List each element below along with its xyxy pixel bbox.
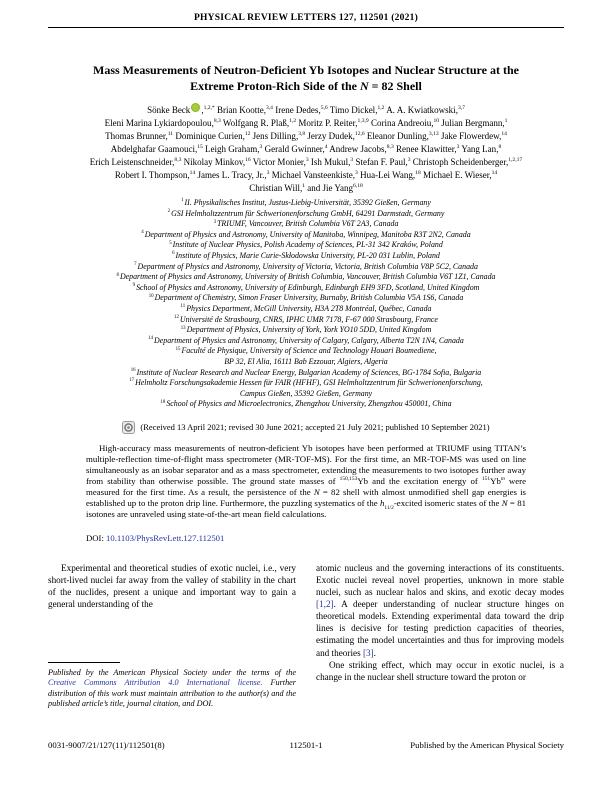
- orcid-id-icon[interactable]: [191, 103, 200, 112]
- author-name: Yang Lan: [461, 144, 497, 154]
- two-column-body: [48, 562, 564, 712]
- journal-header: PHYSICAL REVIEW LETTERS 127, 112501 (2021): [193, 13, 419, 23]
- affiliation-number: 6: [172, 251, 175, 257]
- author-affiliation-marks: 11: [167, 131, 174, 137]
- affiliation-number: 3: [213, 219, 216, 225]
- received-text: (Received 13 April 2021; revised 30 June 2021; accepted 21 July 2021; published 10 September 2021): [140, 422, 490, 433]
- author-affiliation-marks: 18: [415, 170, 421, 176]
- author-name: Timo Dickel: [329, 105, 376, 115]
- author-name: Jens Dilling: [252, 131, 296, 141]
- author-affiliation-marks: 14: [501, 131, 507, 137]
- affiliation-text: Helmholtz Forschungsakademie Hessen für FAIR (HFHF), GSI Helmholtzzentrum für Schwerionenforschung,: [135, 378, 483, 388]
- affiliation-item: [48, 389, 564, 400]
- affiliation-text: School of Physics and Microelectronics, Zhengzhou University, Zhengzhou 450001, China: [166, 399, 452, 409]
- text-segment: 11/2: [384, 504, 394, 511]
- page-number: 112501-1: [289, 740, 323, 750]
- author-affiliation-marks: 4: [324, 144, 328, 150]
- author-name: Moritz P. Reiter: [298, 118, 356, 128]
- page-footer: [48, 740, 564, 750]
- affiliation-number: 11: [180, 304, 186, 310]
- text-segment: m: [500, 475, 505, 482]
- author-name: Wolfgang R. Plaß: [222, 118, 287, 128]
- author-name: Stefan F. Paul: [355, 157, 406, 167]
- affiliation-item: [48, 219, 564, 230]
- abstract: [86, 443, 526, 520]
- footnote-rule: [48, 662, 120, 663]
- affiliation-item: [48, 198, 564, 209]
- ref-link-3[interactable]: [3]: [362, 647, 374, 658]
- affiliation-text: Department of Physics and Astronomy, University of Manitoba, Winnipeg, Manitoba R3T 2N2, Canada: [144, 229, 471, 239]
- author-affiliation-marks: 10: [433, 118, 440, 124]
- body-paragraph-right-2: [316, 659, 564, 683]
- doi-line: [86, 533, 564, 543]
- author-affiliation-marks: 1,2: [377, 105, 385, 111]
- affiliation-item: [48, 251, 564, 262]
- author-name: Andrew Jacobs: [329, 144, 385, 154]
- author-name: Jake Flowerdew: [440, 131, 500, 141]
- affiliation-number: 1: [181, 198, 184, 204]
- doi-label: DOI:: [86, 532, 107, 543]
- affiliation-text: Université de Strasbourg, CNRS, IPHC UMR 7178, F-67 000 Strasbourg, France: [179, 314, 438, 324]
- affiliation-text: Department of Physics and Astronomy, University of Victoria, Victoria, British Columbia V8P 5C2, Canada: [137, 261, 478, 271]
- author-affiliation-marks: 5,6: [320, 105, 328, 111]
- author-affiliation-marks: 1,2: [289, 118, 297, 124]
- author-affiliation-marks: 3,4: [265, 105, 273, 111]
- text-segment: = 82 shell with almost unmodified shell gap energies is established up to the proton drip line. Furthermore, the puzzling systematics of the: [86, 486, 526, 508]
- affiliation-item: [48, 240, 564, 251]
- author-name: Leigh Graham: [205, 144, 258, 154]
- author-affiliation-marks: 3: [305, 157, 309, 163]
- body-paragraph-left: [48, 562, 296, 610]
- author-name: Corina Andreoiu: [370, 118, 432, 128]
- affiliation-item: [48, 315, 564, 326]
- header-rule: [48, 27, 564, 28]
- author-name: Robert I. Thompson: [114, 170, 188, 180]
- affiliation-item: [48, 272, 564, 283]
- affiliation-text: Campus Gießen, 35392 Gießen, Germany: [239, 388, 373, 398]
- author-affiliation-marks: 3: [350, 157, 354, 163]
- article-title: [48, 63, 564, 94]
- author-name: A. A. Kwiatkowski: [386, 105, 456, 115]
- text-segment: N: [501, 497, 508, 508]
- author-affiliation-marks: 3: [266, 170, 270, 176]
- text-segment: 151: [481, 475, 491, 482]
- author-line: Christian Will,$^1$ and Jie Yang$^{6,18}$: [249, 183, 363, 193]
- text-segment: Published by the American Physical Society under the terms of the: [48, 667, 296, 677]
- affiliation-text: BP 32, El Alia, 16111 Bab Ezzouar, Algiers, Algeria: [224, 356, 388, 366]
- affiliation-text: Institute of Nuclear Research and Nuclear Energy, Bulgarian Academy of Sciences, BG-1784 Sofia, Bulgaria: [136, 367, 482, 377]
- affiliation-item: [48, 283, 564, 294]
- text-segment: h: [380, 497, 385, 508]
- author-line: Eleni Marina Lykiardopoulou,$^{8,3}$ Wolfgang R. Plaß,$^{1,2}$ Moritz P. Reiter,$^{1,3,9}$ Corina Andreoiu,$^{10}$ Julian Bergmann,$^1$: [104, 118, 508, 128]
- author-name: Gerald Gwinner: [264, 144, 323, 154]
- text-segment: High-accuracy mass measurements of neutron-deficient Yb isotopes have been performed at TRIUMF using TITAN’s multiple-reflection time-of-flight mass spectrometer (MR-TOF-MS). For the first time, an MR-TOF-MS was used on line simultaneously as an isobar separator and as a mass spectrometer, extending the measurements to two isotopes further away from stability than otherwise possible. The ground state masses of: [86, 442, 526, 486]
- affiliation-number: 4: [141, 230, 144, 236]
- author-affiliation-marks: 3: [456, 144, 460, 150]
- affiliation-list: [48, 198, 564, 410]
- author-name: Brian Kootte: [216, 105, 264, 115]
- author-affiliation-marks: 15: [197, 144, 203, 150]
- affiliation-item: [48, 262, 564, 273]
- affiliation-number: 15: [175, 346, 181, 352]
- affiliation-number: 12: [174, 314, 179, 320]
- author-affiliation-marks: 3,7: [457, 105, 465, 111]
- author-name: Hua-Lei Wang: [360, 170, 413, 180]
- author-affiliation-marks: 1: [504, 118, 508, 124]
- author-name: Dominique Curien: [175, 131, 243, 141]
- affiliation-item: [48, 399, 564, 410]
- author-name: and Jie Yang: [307, 183, 354, 193]
- affiliation-text: Department of Physics and Astronomy, University of Calgary, Calgary, Alberta T2N 1N4, Canada: [154, 335, 464, 345]
- body-paragraph-right-1: [316, 562, 564, 659]
- received-line: [48, 421, 564, 434]
- author-name: Christoph Scheidenberger: [412, 157, 506, 167]
- author-line: Abdelghafar Gaamouci,$^{15}$ Leigh Graham,$^3$ Gerald Gwinner,$^4$ Andrew Jacobs,$^{8,3}$ Renee Klawitter,$^3$ Yang Lan,$^8$: [110, 144, 502, 154]
- author-name: Renee Klawitter: [396, 144, 455, 154]
- text-segment: = 81 isotones are unraveled using state-of-the-art mean field calculations.: [86, 497, 526, 519]
- author-affiliation-marks: 3,8: [298, 131, 306, 137]
- author-name: Irene Dedes: [275, 105, 319, 115]
- right-column: [316, 562, 564, 712]
- article-title-line1: Mass Measurements of Neutron-Deficient Yb Isotopes and Nuclear Structure at the: [93, 63, 519, 77]
- affiliation-item: [48, 293, 564, 304]
- author-name: Eleni Marina Lykiardopoulou: [104, 118, 212, 128]
- affiliation-item: [48, 346, 564, 357]
- author-line: Thomas Brunner,$^{11}$ Dominique Curien,$^{12}$ Jens Dilling,$^{3,8}$ Jerzy Dudek,$^{12,6}$ Eleanor Dunling,$^{3,13}$ Jake Flowerdew,$^{14}$: [105, 131, 507, 141]
- affiliation-text: TRIUMF, Vancouver, British Columbia V6T 2A3, Canada: [217, 219, 399, 229]
- affiliation-text: Department of Physics and Astronomy, University of British Columbia, Vancouver, British Columbia V6T 1Z1, Canada: [119, 272, 496, 282]
- affiliation-text: Department of Chemistry, Simon Fraser University, Burnaby, British Columbia V5A 1S6, Canada: [154, 293, 464, 303]
- author-name: Erich Leistenschneider: [89, 157, 173, 167]
- author-affiliation-marks: 12: [244, 131, 251, 137]
- license-footnote: [48, 662, 296, 710]
- text-segment: Extreme Proton-Rich Side of the: [190, 78, 360, 93]
- affiliation-item: [48, 325, 564, 336]
- author-name: Sönke Beck: [147, 105, 191, 115]
- author-affiliation-marks: 14: [491, 170, 498, 176]
- author-name: Abdelghafar Gaamouci: [110, 144, 195, 154]
- footer-issn-code: 0031-9007/21/127(11)/112501(8): [48, 740, 165, 750]
- author-name: Julian Bergmann: [441, 118, 503, 128]
- affiliation-item: [48, 357, 564, 368]
- text-segment: = 82 Shell: [368, 78, 422, 93]
- affiliation-item: [48, 368, 564, 379]
- affiliation-text: Institute of Nuclear Physics, Polish Academy of Sciences, PL-31 342 Kraków, Poland: [172, 240, 443, 250]
- author-list: [48, 103, 564, 195]
- affiliation-item: [48, 378, 564, 389]
- text-segment: N: [360, 78, 369, 93]
- author-name: Thomas Brunner: [105, 131, 166, 141]
- cc-by-license-link[interactable]: Creative Commons Attribution 4.0 International license.: [48, 678, 263, 688]
- author-line: Sönke Beck ,$^{1,2,*}$ Brian Kootte,$^{3,4}$ Irene Dedes,$^{5,6}$ Timo Dickel,$^{1,2}$ A. A. Kwiatkowski,$^{3,7}$: [147, 105, 465, 115]
- author-name: James L. Tracy, Jr.: [197, 170, 265, 180]
- affiliation-item: [48, 230, 564, 241]
- affiliation-text: GSI Helmholtzzentrum für Schwerionenforschung GmbH, 64291 Darmstadt, Germany: [171, 208, 445, 218]
- article-title-line2: [48, 79, 564, 95]
- author-name: Nikolay Minkov: [183, 157, 243, 167]
- author-affiliation-marks: 3: [407, 157, 411, 163]
- author-affiliation-marks: 12,6: [354, 131, 365, 137]
- text-segment: Further distribution of this work must maintain attribution to the author(s) and the published article’s title, journal citation, and DOI.: [48, 678, 296, 709]
- author-affiliation-marks: 16: [245, 157, 251, 163]
- ref-link-1-2[interactable]: [1,2]: [316, 599, 334, 610]
- author-affiliation-marks: 3,13: [428, 131, 439, 137]
- author-name: Jerzy Dudek: [307, 131, 353, 141]
- text-segment: Yb: [490, 475, 501, 486]
- text-segment: Yb and the excitation energy of: [357, 475, 482, 486]
- author-line: Erich Leistenschneider,$^{8,3}$ Nikolay Minkov,$^{16}$ Victor Monier,$^3$ Ish Mukul,$^3$ Stefan F. Paul,$^3$ Christoph Scheidenberger,$^{1,2,17}$: [89, 157, 523, 167]
- affiliation-text: Faculté de Physique, University of Science and Technology Houari Boumediene,: [181, 346, 437, 356]
- author-affiliation-marks: 8,3: [174, 157, 182, 163]
- author-affiliation-marks: 8,3: [213, 118, 221, 124]
- affiliation-number: 17: [129, 378, 135, 384]
- affiliation-text: Department of Physics, University of York, York YO10 5DD, United Kingdom: [186, 325, 432, 335]
- affiliation-item: [48, 336, 564, 347]
- affiliation-text: School of Physics and Astronomy, University of Edinburgh, Edinburgh EH9 3FD, Scotland, United Kingdom: [136, 282, 480, 292]
- affiliation-item: [48, 209, 564, 220]
- affiliation-number: 5: [169, 240, 172, 246]
- license-footnote-text: [48, 668, 296, 710]
- text-segment: One striking effect, which may occur in exotic nuclei, is a change in the nuclear shell structure toward the proton or: [316, 659, 564, 682]
- author-affiliation-marks: 14: [189, 170, 196, 176]
- affiliation-item: [48, 304, 564, 315]
- left-column: [48, 562, 296, 712]
- affiliation-number: 16: [130, 367, 136, 373]
- text-segment: -excited isomeric states of the: [393, 497, 502, 508]
- author-name: Eleanor Dunling: [366, 131, 427, 141]
- author-name: Christian Will: [249, 183, 300, 193]
- author-name: Victor Monier: [252, 157, 304, 167]
- affiliation-text: Physics Department, McGill University, H3A 2T8 Montréal, Québec, Canada: [186, 303, 432, 313]
- text-segment: N: [313, 486, 320, 497]
- affiliation-number: 18: [160, 399, 166, 405]
- footer-publisher: Published by the American Physical Society: [410, 740, 564, 750]
- affiliation-number: 2: [167, 208, 171, 214]
- text-segment: . A deeper understanding of nuclear structure hinges on theoretical models. Extending experimental data toward the drip lines is decisive for testing prediction capacities of theories, estimating the model uncertainties and thus for improving models and theories: [316, 599, 564, 658]
- affiliation-number: 13: [180, 325, 186, 331]
- author-affiliation-marks: 6,18: [353, 183, 363, 189]
- text-segment: .: [373, 647, 376, 658]
- affiliation-text: Institute of Physics, Marie Curie-Skłodowska University, PL-20 031 Lublin, Poland: [175, 250, 440, 260]
- affiliation-number: 9: [132, 283, 136, 289]
- author-name: Michael Vansteenkiste: [271, 170, 353, 180]
- affiliation-number: 10: [148, 293, 154, 299]
- affiliation-text: II. Physikalisches Institut, Justus-Liebig-Universität, 35392 Gießen, Germany: [184, 198, 431, 207]
- author-affiliation-marks: 1,2,*: [203, 105, 215, 111]
- doi-link[interactable]: 10.1103/PhysRevLett.127.112501: [106, 532, 225, 543]
- affiliation-number: 14: [148, 336, 154, 342]
- text-segment: Experimental and theoretical studies of exotic nuclei, i.e., very short-lived nuclei far away from the valley of stability in the chart of the nuclides, present a unique and important way to gain a general understanding of the: [48, 562, 296, 610]
- author-affiliation-marks: 1,2,17: [508, 157, 523, 163]
- author-affiliation-marks: 3: [355, 170, 358, 176]
- text-segment: 150,153: [339, 475, 358, 482]
- author-line: Robert I. Thompson,$^{14}$ James L. Tracy, Jr.,$^3$ Michael Vansteenkiste,$^3$ Hua-Lei Wang,$^{18}$ Michael E. Wieser,$^{14}$: [114, 170, 498, 180]
- author-affiliation-marks: 3: [259, 144, 263, 150]
- author-affiliation-marks: 1: [302, 183, 305, 189]
- text-segment: were measured for the first time. As a result, the persistence of the: [86, 475, 526, 497]
- author-affiliation-marks: 1,3,9: [357, 118, 369, 124]
- affiliation-number: 8: [116, 272, 119, 278]
- author-name: Ish Mukul: [310, 157, 349, 167]
- author-name: Michael E. Wieser: [423, 170, 490, 180]
- author-affiliation-marks: 8,3: [386, 144, 394, 150]
- text-segment: atomic nucleus and the governing interactions of its constituents. Exotic nuclei reveal novel properties, unknown in more stable nuclei, such as nuclear halos and skins, and exotic decay modes: [316, 562, 564, 598]
- check-for-updates-icon[interactable]: [122, 421, 135, 434]
- author-affiliation-marks: 8: [498, 144, 502, 150]
- affiliation-number: 7: [134, 261, 137, 267]
